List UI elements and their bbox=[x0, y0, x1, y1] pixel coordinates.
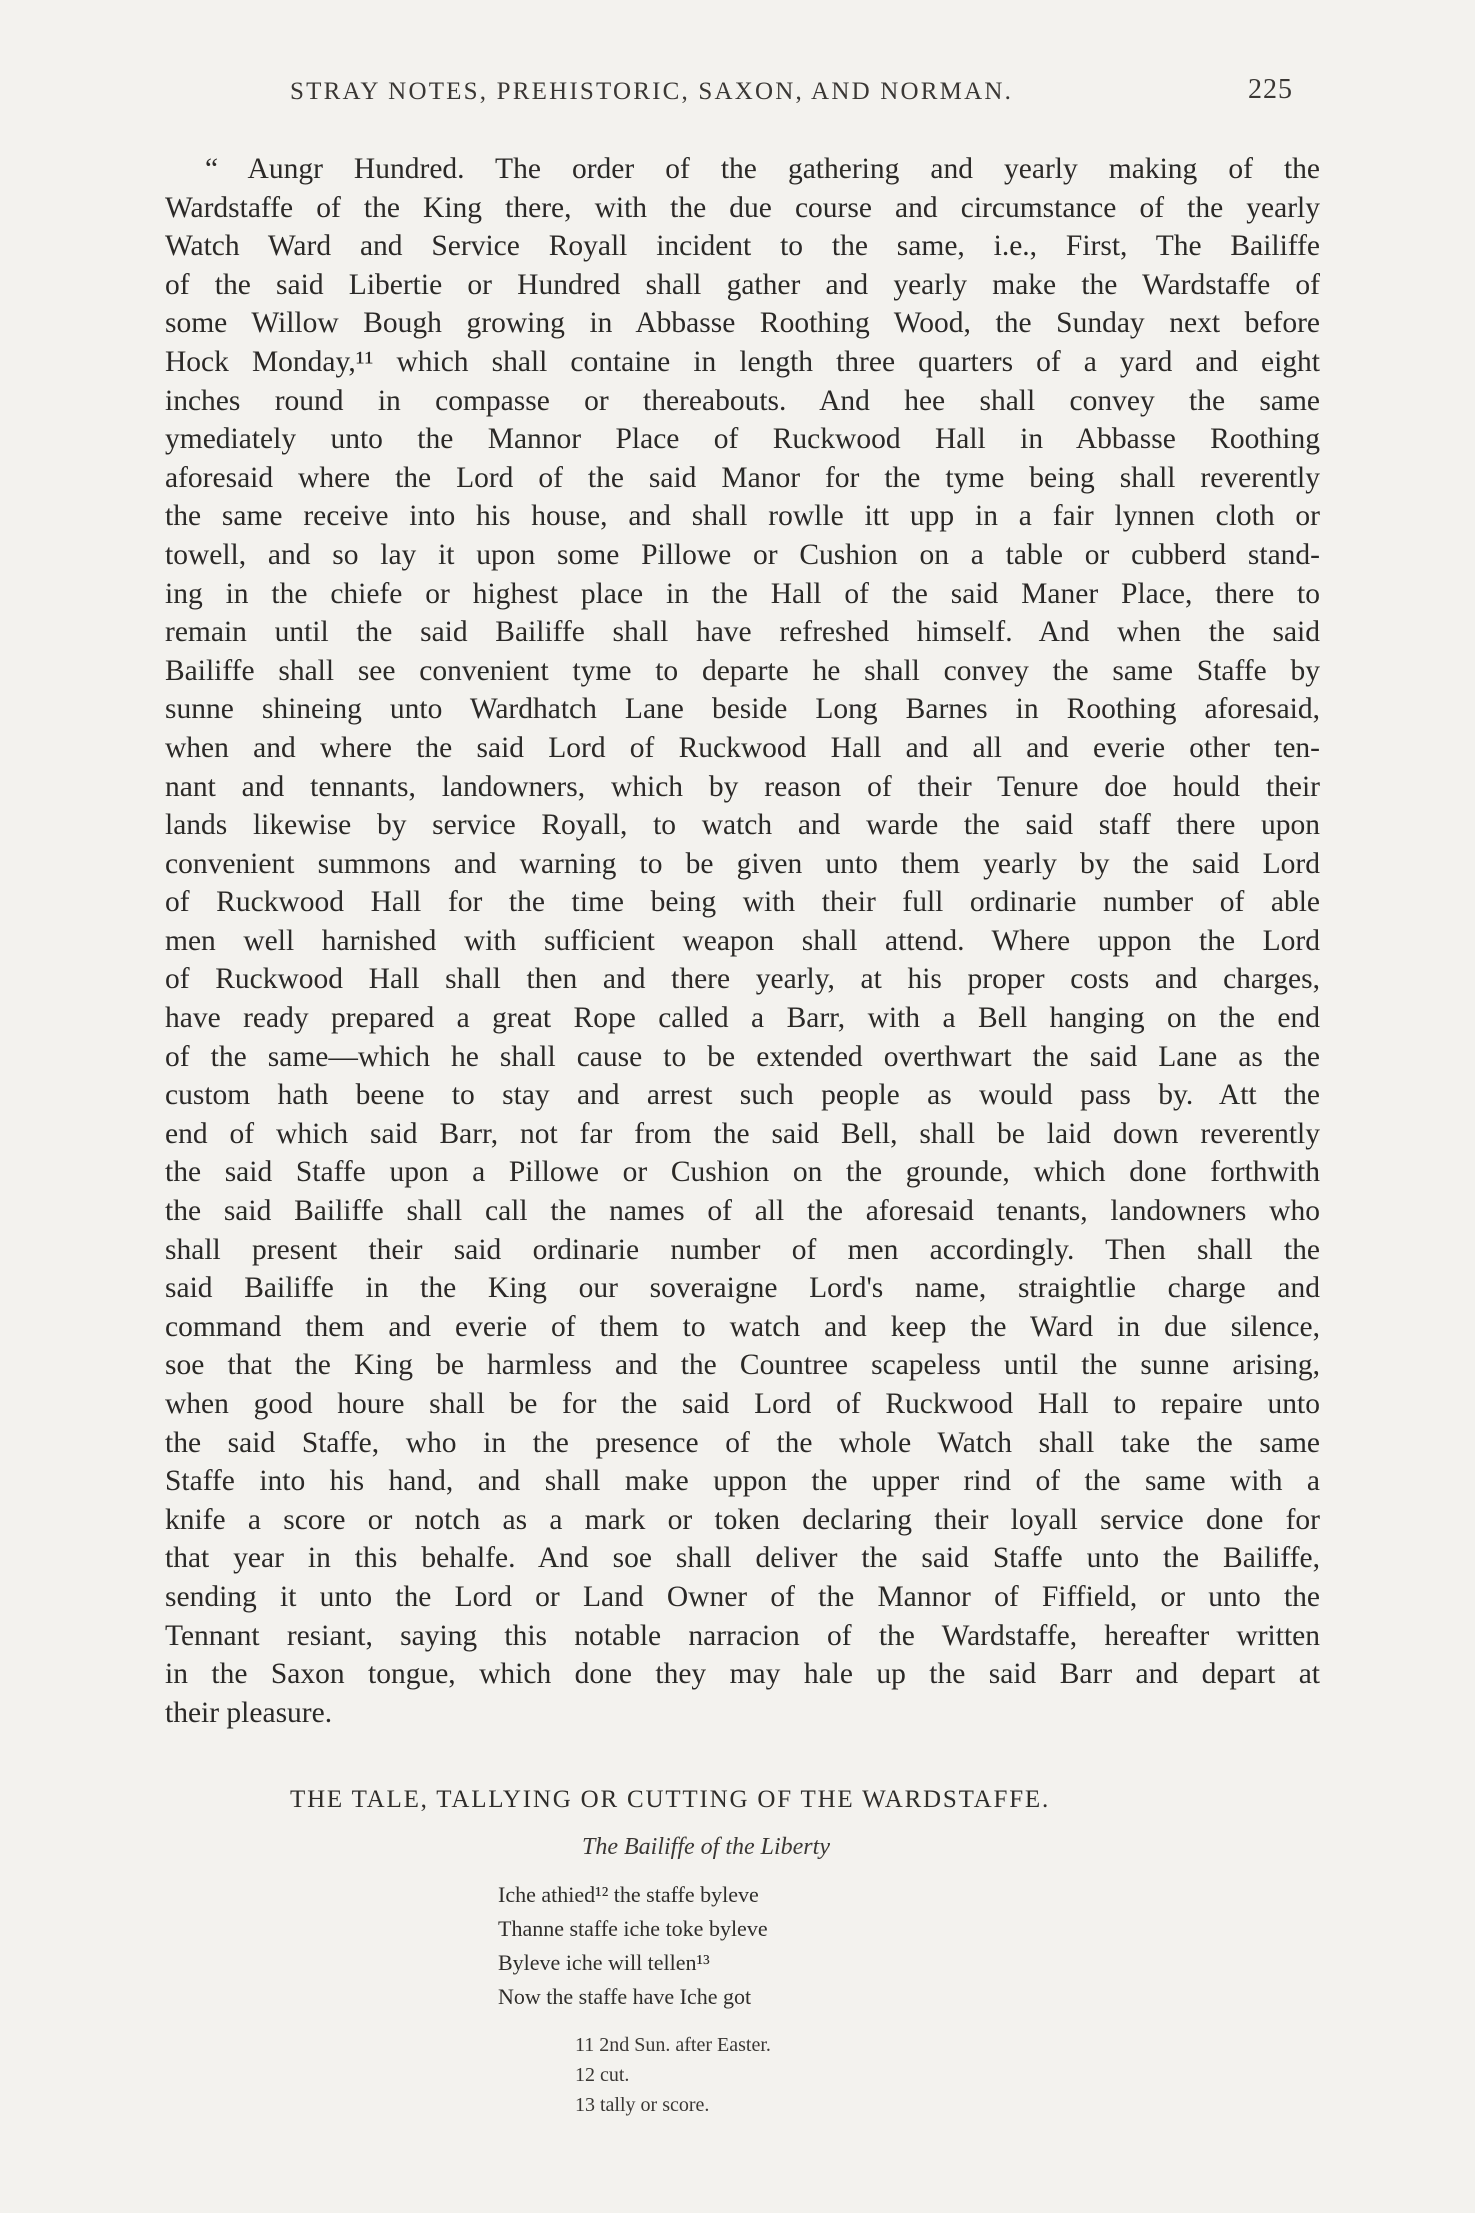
paragraph-line: ymediately unto the Mannor Place of Ruckwood Hall in Abbasse Roothing bbox=[165, 423, 1320, 456]
footnote: 11 2nd Sun. after Easter. bbox=[575, 2034, 771, 2056]
paragraph-line: when and where the said Lord of Ruckwood Hall and all and everie other ten- bbox=[165, 731, 1320, 764]
paragraph-line: remain until the said Bailiffe shall have refreshed himself. And when the said bbox=[165, 616, 1320, 649]
paragraph-line: Bailiffe shall see convenient tyme to departe he shall convey the same Staffe by bbox=[165, 654, 1320, 687]
paragraph-line: convenient summons and warning to be given unto them yearly by the said Lord bbox=[165, 847, 1320, 880]
page-number: 225 bbox=[1248, 74, 1293, 105]
verse-line: Byleve iche will tellen¹³ bbox=[498, 1950, 710, 1975]
verse-line: Now the staffe have Iche got bbox=[498, 1984, 752, 2009]
paragraph-line: lands likewise by service Royall, to watch and warde the said staff there upon bbox=[165, 809, 1320, 842]
paragraph-line: in the Saxon tongue, which done they may hale up the said Barr and depart at bbox=[165, 1658, 1320, 1691]
footnote: 12 cut. bbox=[575, 2064, 630, 2086]
paragraph-line: when good houre shall be for the said Lord of Ruckwood Hall to repaire unto bbox=[165, 1388, 1320, 1420]
paragraph-line: some Willow Bough growing in Abbasse Roothing Wood, the Sunday next before bbox=[165, 307, 1320, 340]
paragraph-line: shall present their said ordinarie number of men accordingly. Then shall the bbox=[165, 1233, 1320, 1266]
paragraph-line: sunne shineing unto Wardhatch Lane beside Long Barnes in Roothing aforesaid, bbox=[165, 693, 1320, 726]
paragraph-line: command them and everie of them to watch and keep the Ward in due silence, bbox=[165, 1310, 1320, 1343]
paragraph-line: of the said Libertie or Hundred shall gather and yearly make the Wardstaffe of bbox=[165, 268, 1320, 301]
paragraph-line: Staffe into his hand, and shall make uppon the upper rind of the same with a bbox=[165, 1465, 1320, 1498]
paragraph-line: of the same—which he shall cause to be extended overthwart the said Lane as the bbox=[165, 1040, 1320, 1073]
footnote: 13 tally or score. bbox=[575, 2094, 710, 2116]
paragraph-line: end of which said Barr, not far from the said Bell, shall be laid down reverently bbox=[165, 1117, 1320, 1150]
running-head: STRAY NOTES, PREHISTORIC, SAXON, AND NORMAN. bbox=[290, 78, 1014, 105]
paragraph-line: Tennant resiant, saying this notable narracion of the Wardstaffe, hereafter written bbox=[165, 1619, 1320, 1652]
paragraph-line: the said Staffe upon a Pillowe or Cushion on the grounde, which done forthwith bbox=[165, 1156, 1320, 1189]
paragraph-line: ing in the chiefe or highest place in the Hall of the said Maner Place, there to bbox=[165, 577, 1320, 610]
paragraph-line: said Bailiffe in the King our soveraigne Lord's name, straightlie charge and bbox=[165, 1272, 1320, 1305]
paragraph-line: men well harnished with sufficient weapon shall attend. Where uppon the Lord bbox=[165, 924, 1320, 957]
paragraph-line: inches round in compasse or thereabouts. And hee shall convey the same bbox=[165, 384, 1320, 417]
paragraph-line: sending it unto the Lord or Land Owner of the Mannor of Fiffield, or unto the bbox=[165, 1580, 1320, 1613]
verse-line: Thanne staffe iche toke byleve bbox=[498, 1916, 768, 1941]
section-heading: THE TALE, TALLYING OR CUTTING OF THE WARDSTAFFE. bbox=[290, 1786, 1051, 1813]
paragraph-line: their pleasure. bbox=[165, 1696, 333, 1729]
paragraph-line: of Ruckwood Hall shall then and there yearly, at his proper costs and charges, bbox=[165, 963, 1320, 996]
paragraph-line: “ Aungr Hundred. The order of the gathering and yearly making of the bbox=[205, 153, 1320, 185]
paragraph-line: the same receive into his house, and shall rowlle itt upp in a fair lynnen cloth or bbox=[165, 500, 1320, 533]
paragraph-line: knife a score or notch as a mark or token declaring their loyall service done for bbox=[165, 1503, 1320, 1536]
verse-block bbox=[498, 1878, 768, 2014]
paragraph-line: Wardstaffe of the King there, with the due course and circumstance of the yearly bbox=[165, 191, 1320, 224]
paragraph-line: that year in this behalfe. And soe shall deliver the said Staffe unto the Bailiffe, bbox=[165, 1542, 1320, 1575]
paragraph-line: the said Staffe, who in the presence of the whole Watch shall take the same bbox=[165, 1426, 1320, 1459]
paragraph-line: towell, and so lay it upon some Pillowe or Cushion on a table or cubberd stand- bbox=[165, 538, 1320, 571]
speaker-label: The Bailiffe of the Liberty bbox=[582, 1834, 830, 1860]
paragraph-line: nant and tennants, landowners, which by reason of their Tenure doe hould their bbox=[165, 770, 1320, 803]
paragraph-line: soe that the King be harmless and the Countree scapeless until the sunne arising, bbox=[165, 1349, 1320, 1382]
paragraph-line: have ready prepared a great Rope called a Barr, with a Bell hanging on the end bbox=[165, 1002, 1320, 1035]
paragraph-line: Hock Monday,¹¹ which shall containe in length three quarters of a yard and eight bbox=[165, 345, 1320, 378]
paragraph-line: of Ruckwood Hall for the time being with their full ordinarie number of able bbox=[165, 886, 1320, 919]
paragraph-line: custom hath beene to stay and arrest such people as would pass by. Att the bbox=[165, 1079, 1320, 1112]
body-paragraph bbox=[165, 150, 1320, 1732]
paragraph-line: Watch Ward and Service Royall incident to the same, i.e., First, The Bailiffe bbox=[165, 230, 1320, 263]
paragraph-line: the said Bailiffe shall call the names of all the aforesaid tenants, landowners who bbox=[165, 1195, 1320, 1228]
footnotes bbox=[575, 2030, 771, 2120]
paragraph-line: aforesaid where the Lord of the said Manor for the tyme being shall reverently bbox=[165, 461, 1320, 494]
verse-line: Iche athied¹² the staffe byleve bbox=[498, 1882, 759, 1907]
